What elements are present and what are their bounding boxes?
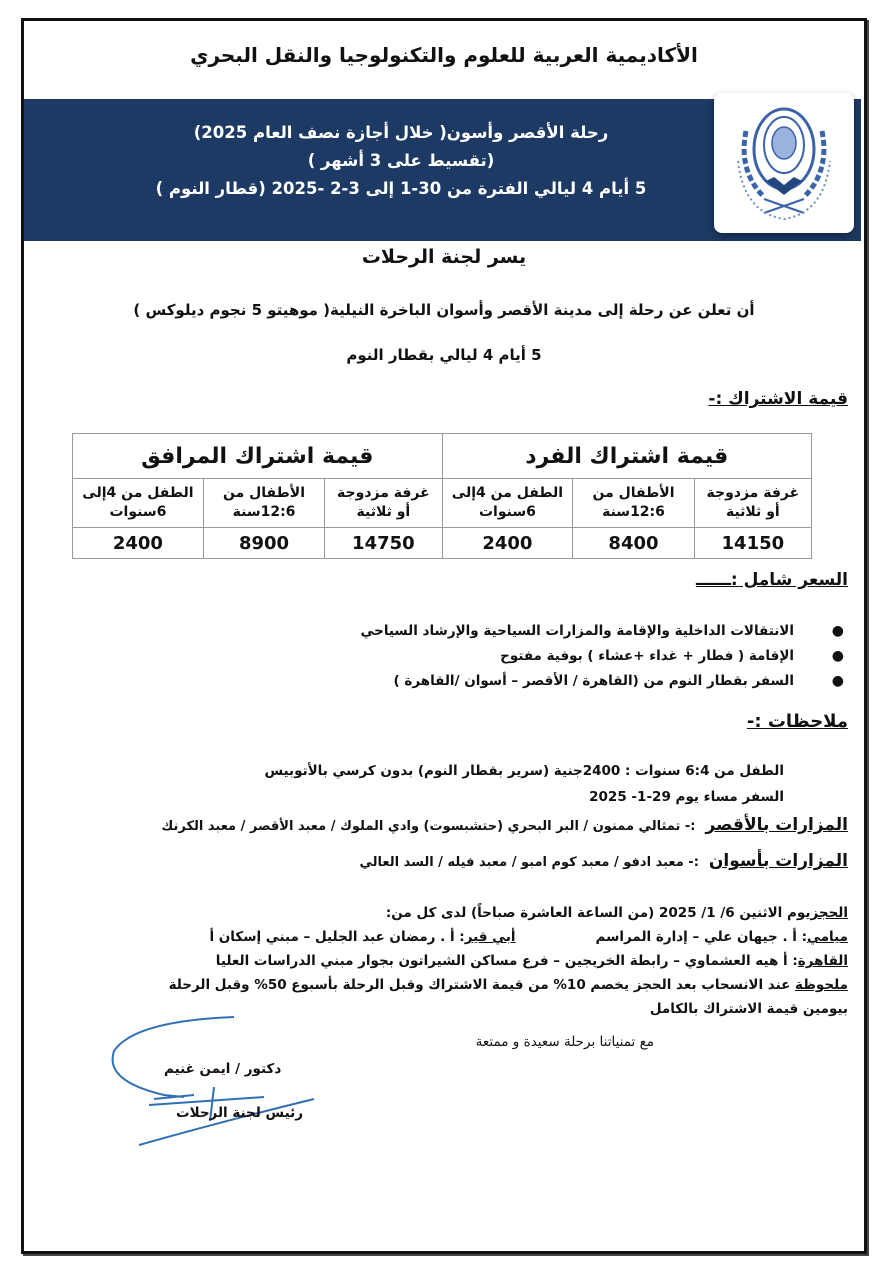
price-table (72, 433, 812, 559)
visits-luxor-label: المزارات بالأقصر (705, 815, 848, 835)
includes-heading: السعر شامل :ــــــ (696, 570, 848, 590)
price-companion-child-4-6: 2400 (73, 528, 204, 559)
banner-dates: 5 أيام 4 ليالي الفترة من 30-1 إلى 3-2 -2025 (قطار النوم ) (155, 179, 647, 198)
duration: 5 أيام 4 ليالي بقطار النوم (346, 346, 542, 364)
price-individual-child-4-6: 2400 (442, 528, 573, 559)
group-individual: قيمة اشتراك الفرد (442, 434, 811, 479)
col-children-6-12: الأطفال من 12:6سنة (203, 479, 324, 528)
committee-heading: يسر لجنة الرحلات (361, 246, 527, 268)
bullet-icon: ● (831, 648, 844, 664)
list-item: ● الإقامة ( فطار + غداء +عشاء ) بوفية مفتوح (360, 644, 794, 669)
visits-aswan: المزارات بأسوان:- معبد ادفو / معبد كوم امبو / معبد فيله / السد العالي (359, 851, 848, 871)
banner-title: رحلة الأقصر وأسون( خلال أجازة نصف العام 2025) (193, 123, 609, 142)
group-companion: قيمة اشتراك المرافق (73, 434, 443, 479)
list-item: ● الانتقالات الداخلية والإقامة والمزارات السياحية والإرشاد السياحي (360, 619, 794, 644)
banner-installment: (تقسيط على 3 أشهر ) (307, 151, 495, 170)
note-child: الطفل من 6:4 سنوات : 2400جنية (سرير بقطار النوم) بدون كرسي بالأتوبيس (264, 763, 784, 779)
cancellation-note-cont: بيومين قيمة الاشتراك بالكامل (649, 1001, 848, 1017)
notes-heading: ملاحظات :- (746, 711, 848, 732)
col-child-4-6: الطفل من 4إلى 6سنوات (442, 479, 573, 528)
academy-emblem-icon (724, 101, 844, 225)
price-companion-double: 14750 (325, 528, 442, 559)
institution-name: الأكاديمية العربية للعلوم والتكنولوجيا والنقل البحري (190, 43, 698, 67)
price-companion-child-6-12: 8900 (203, 528, 324, 559)
document-frame (21, 18, 867, 1254)
col-double-room: غرفة مزدوجة أو ثلاثية (694, 479, 811, 528)
note-departure: السفر مساء يوم 29-1- 2025 (589, 789, 784, 805)
visits-luxor: المزارات بالأقصر:- تمثالي ممنون / البر البحري (حتشبسوت) وادي الملوك / معبد الأقصر / معبد الكرنك (161, 815, 848, 835)
includes-list (360, 619, 844, 694)
subscription-heading: قيمة الاشتراك :- (708, 389, 848, 409)
signature-icon (94, 1011, 354, 1151)
bullet-icon: ● (831, 673, 844, 689)
announcement: أن تعلن عن رحلة إلى مدينة الأقصر وأسوان الباخرة النيلية( موهيتو 5 نجوم ديلوكس ) (133, 301, 755, 319)
booking-locations: ميامي: أ . جيهان علي – إدارة المراسمأبي قير: أ . رمضان عبد الجليل – مبني إسكان أ (209, 929, 848, 945)
visits-aswan-label: المزارات بأسوان (708, 851, 848, 871)
col-child-4-6: الطفل من 4إلى 6سنوات (73, 479, 204, 528)
closing-wish: مع تمنياتنا برحلة سعيدة و ممتعة (475, 1034, 654, 1050)
price-individual-double: 14150 (694, 528, 811, 559)
signatory-title: رئيس لجنة الرحلات (176, 1105, 303, 1121)
price-individual-child-6-12: 8400 (573, 528, 694, 559)
logo (714, 93, 854, 233)
list-item: ● السفر بقطار النوم من (القاهرة / الأقصر – أسوان /القاهرة ) (360, 669, 794, 694)
booking-cairo: القاهرة: أ هيه العشماوي – رابطة الخريجين – فرع مساكن الشيراتون بجوار مبني الدراسات العليا (215, 953, 848, 969)
col-double-room: غرفة مزدوجة أو ثلاثية (325, 479, 442, 528)
cancellation-note: ملحوظة عند الانسحاب بعد الحجز يخصم 10% من قيمة الاشتراك وقبل الرحلة بأسبوع 50% وقبل الرحلة (168, 977, 848, 993)
col-children-6-12: الأطفال من 12:6سنة (573, 479, 694, 528)
bullet-icon: ● (831, 623, 844, 639)
signatory-name: دكتور / ايمن غنيم (164, 1061, 282, 1077)
booking-date: الحجزيوم الاثنين 6/ 1/ 2025 (من الساعة العاشرة صباحاً) لدى كل من: (385, 905, 848, 921)
